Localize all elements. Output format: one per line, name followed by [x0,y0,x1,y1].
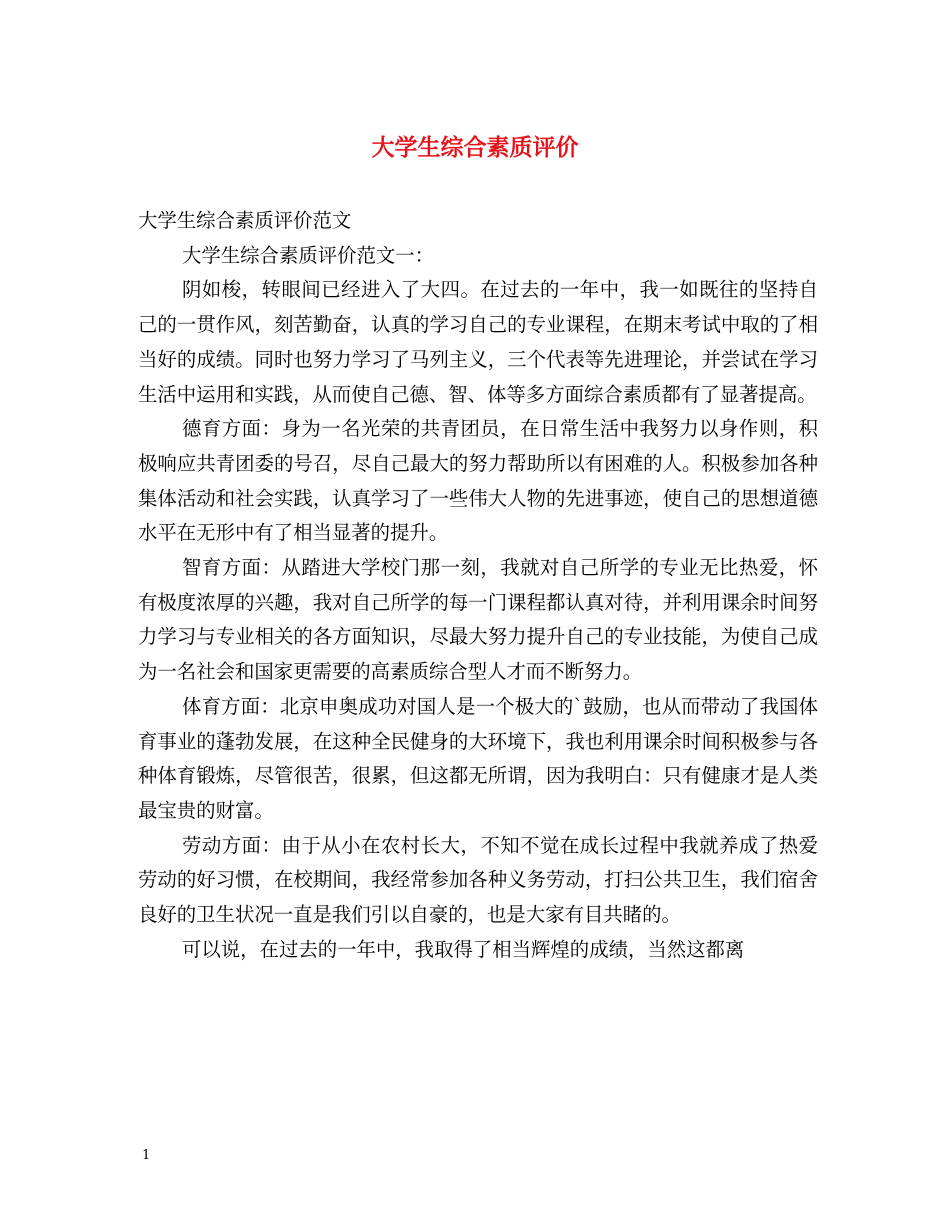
paragraph-conclusion: 可以说，在过去的一年中，我取得了相当辉煌的成绩，当然这都离 [182,937,745,961]
paragraph-intro: 阴如梭，转眼间已经进入了大四。在过去的一年中，我一如既往的坚持自己的一贯作风，刻苦勤奋，认真的学习自己的专业课程，在期末考试中取的了相当好的成绩。同时也努力学习了马列主义，三个代表等先进理论，并尝试在学习生活中运用和实践，从而使自己德、智、体等多方面综合素质都有了显著提高。 [138,278,818,406]
paragraph-intellectual: 智育方面：从踏进大学校门那一刻，我就对自己所学的专业无比热爱，怀有极度浓厚的兴趣，我对自己所学的每一门课程都认真对待，并利用课余时间努力学习与专业相关的各方面知识，尽最大努力提升自己的专业技能，为使自己成为一名社会和国家更需要的高素质综合型人才而不断努力。 [138,556,818,684]
paragraph-moral: 德育方面：身为一名光荣的共青团员，在日常生活中我努力以身作则，积极响应共青团委的号召，尽自己最大的努力帮助所以有困难的人。积极参加各种集体活动和社会实践，认真学习了一些伟大人物的先进事迹，使自己的思想道德水平在无形中有了相当显著的提升。 [138,417,818,545]
paragraph-physical: 体育方面：北京申奥成功对国人是一个极大的`鼓励，也从而带动了我国体育事业的蓬勃发展，在这种全民健身的大环境下，我也利用课余时间积极参与各种体育锻炼，尽管很苦，很累，但这都无所谓，因为我明白：只有健康才是人类最宝贵的财富。 [138,694,818,822]
page-number: 1 [142,1148,151,1163]
paragraph-labor: 劳动方面：由于从小在农村长大，不知不觉在成长过程中我就养成了热爱劳动的好习惯，在校期间，我经常参加各种义务劳动，打扫公共卫生，我们宿舍良好的卫生状况一直是我们引以自豪的，也是大家有目共睹的。 [138,833,818,927]
document-title: 大学生综合素质评价 [371,134,579,161]
document-subtitle: 大学生综合素质评价范文 [138,209,352,232]
sample-heading: 大学生综合素质评价范文一： [182,243,435,267]
document-body [138,204,818,967]
